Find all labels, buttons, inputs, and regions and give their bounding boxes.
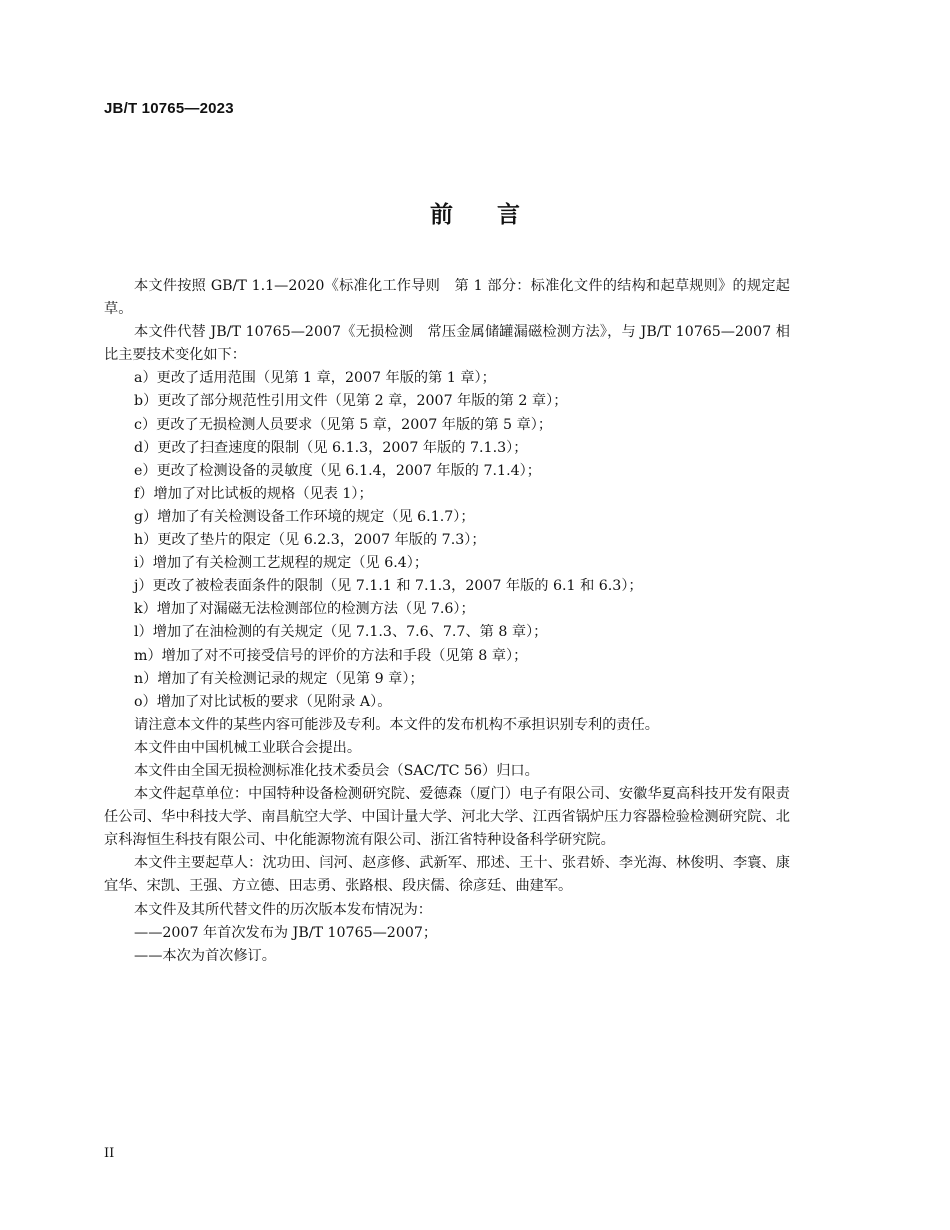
title-char-2: 言 bbox=[497, 202, 520, 228]
change-item: c）更改了无损检测人员要求（见第 5 章，2007 年版的第 5 章）； bbox=[134, 416, 553, 433]
change-item: e）更改了检测设备的灵敏度（见 6.1.4，2007 年版的 7.1.4）； bbox=[134, 462, 541, 479]
change-item: h）更改了垫片的限定（见 6.2.3，2007 年版的 7.3）； bbox=[134, 532, 486, 549]
change-item: m）增加了对不可接受信号的评价的方法和手段（见第 8 章）； bbox=[134, 647, 528, 664]
page-number: II bbox=[104, 1146, 115, 1161]
change-item: l）增加了在油检测的有关规定（见 7.1.3、7.6、7.7、第 8 章）； bbox=[134, 624, 548, 641]
drafting-units: 本文件起草单位：中国特种设备检测研究院、爱德森（厦门）电子有限公司、安徽华夏高科技开发有限责任公司、华中科技大学、南昌航空大学、中国计量大学、河北大学、江西省锅炉压力容器检验检测研究院、北京科海恒生科技有限公司、中化能源物流有限公司、浙江省特种设备科学研究院。 bbox=[104, 786, 790, 849]
history-item: ——2007 年首次发布为 JB/T 10765—2007； bbox=[134, 924, 438, 941]
change-item: i）增加了有关检测工艺规程的规定（见 6.4）； bbox=[134, 555, 429, 572]
history-intro: 本文件及其所代替文件的历次版本发布情况为： bbox=[134, 901, 432, 918]
change-item: o）增加了对比试板的要求（见附录 A）。 bbox=[134, 693, 392, 710]
change-item: f）增加了对比试板的规格（见表 1）； bbox=[134, 485, 373, 502]
patent-notice: 请注意本文件的某些内容可能涉及专利。本文件的发布机构不承担识别专利的责任。 bbox=[134, 716, 659, 733]
change-item: d）更改了扫查速度的限制（见 6.1.3，2007 年版的 7.1.3）； bbox=[134, 439, 528, 456]
change-item: j）更改了被检表面条件的限制（见 7.1.1 和 7.1.3，2007 年版的 6.1 和 6.3）； bbox=[134, 578, 643, 595]
change-item: b）更改了部分规范性引用文件（见第 2 章，2007 年版的第 2 章）； bbox=[134, 393, 568, 410]
change-item: g）增加了有关检测设备工作环境的规定（见 6.1.7）； bbox=[134, 508, 475, 525]
committee-statement: 本文件由全国无损检测标准化技术委员会（SAC/TC 56）归口。 bbox=[134, 762, 539, 779]
document-code: JB/T 10765—2023 bbox=[104, 100, 234, 117]
change-item: n）增加了有关检测记录的规定（见第 9 章）； bbox=[134, 670, 424, 687]
title-char-1: 前 bbox=[430, 202, 453, 228]
history-item: ——本次为首次修订。 bbox=[134, 947, 276, 964]
change-item: a）更改了适用范围（见第 1 章，2007 年版的第 1 章）； bbox=[134, 370, 496, 387]
page-title bbox=[0, 196, 950, 229]
drafting-rule-paragraph: 本文件按照 GB/T 1.1—2020《标准化工作导则 第 1 部分：标准化文件的结构和起草规则》的规定起草。 bbox=[104, 278, 790, 318]
replacement-paragraph: 本文件代替 JB/T 10765—2007《无损检测 常压金属储罐漏磁检测方法》，与 JB/T 10765—2007 相比主要技术变化如下： bbox=[104, 324, 790, 364]
change-item: k）增加了对漏磁无法检测部位的检测方法（见 7.6）； bbox=[134, 601, 475, 618]
proposer-statement: 本文件由中国机械工业联合会提出。 bbox=[134, 739, 362, 756]
foreword-body bbox=[104, 275, 790, 968]
drafters: 本文件主要起草人：沈功田、闫河、赵彦修、武新军、邢述、王十、张君娇、李光海、林俊明、李寰、康宜华、宋凯、王强、方立德、田志勇、张路根、段庆儒、徐彦廷、曲建军。 bbox=[104, 855, 790, 895]
